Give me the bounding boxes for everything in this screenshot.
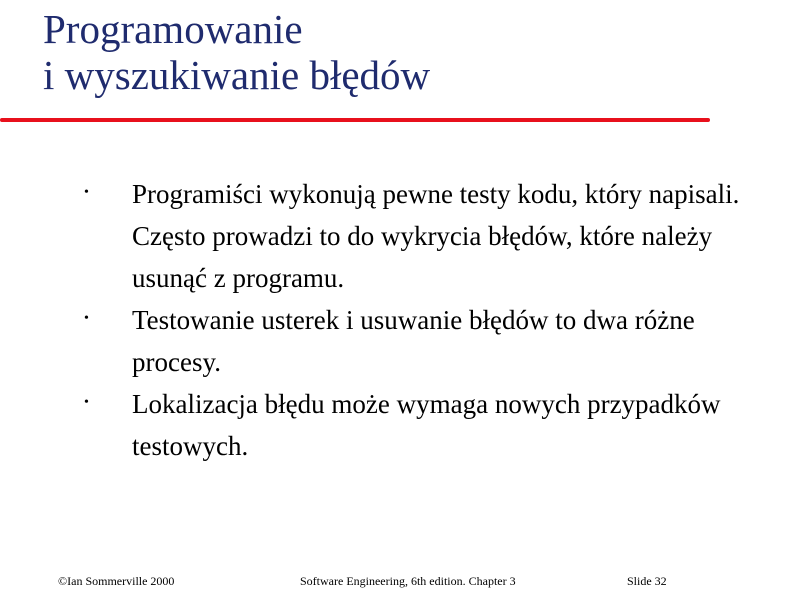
slide-title [43,6,430,98]
bullet-icon: • [84,185,89,200]
footer-slide-number: Slide 32 [627,574,667,588]
bullet-text: Lokalizacja błędu może wymaga nowych przypadków testowych. [132,389,721,461]
title-line-2: i wyszukiwanie błędów [43,52,431,98]
title-underline [0,118,710,122]
bullet-icon: • [84,395,89,410]
bullet-text: Programiści wykonują pewne testy kodu, który napisali. Często prowadzi to do wykrycia błędów, które należy usunąć z programu. [132,179,740,293]
title-line-1: Programowanie [43,6,303,52]
footer-book-title: Software Engineering, 6th edition. Chapter 3 [300,574,516,588]
bullet-item [0,173,810,299]
footer-copyright: ©Ian Sommerville 2000 [58,574,175,588]
bullet-item [0,383,810,467]
bullet-item [0,299,810,383]
bullet-list [0,173,810,467]
bullet-text: Testowanie usterek i usuwanie błędów to dwa różne procesy. [132,305,695,377]
bullet-icon: • [84,311,89,326]
